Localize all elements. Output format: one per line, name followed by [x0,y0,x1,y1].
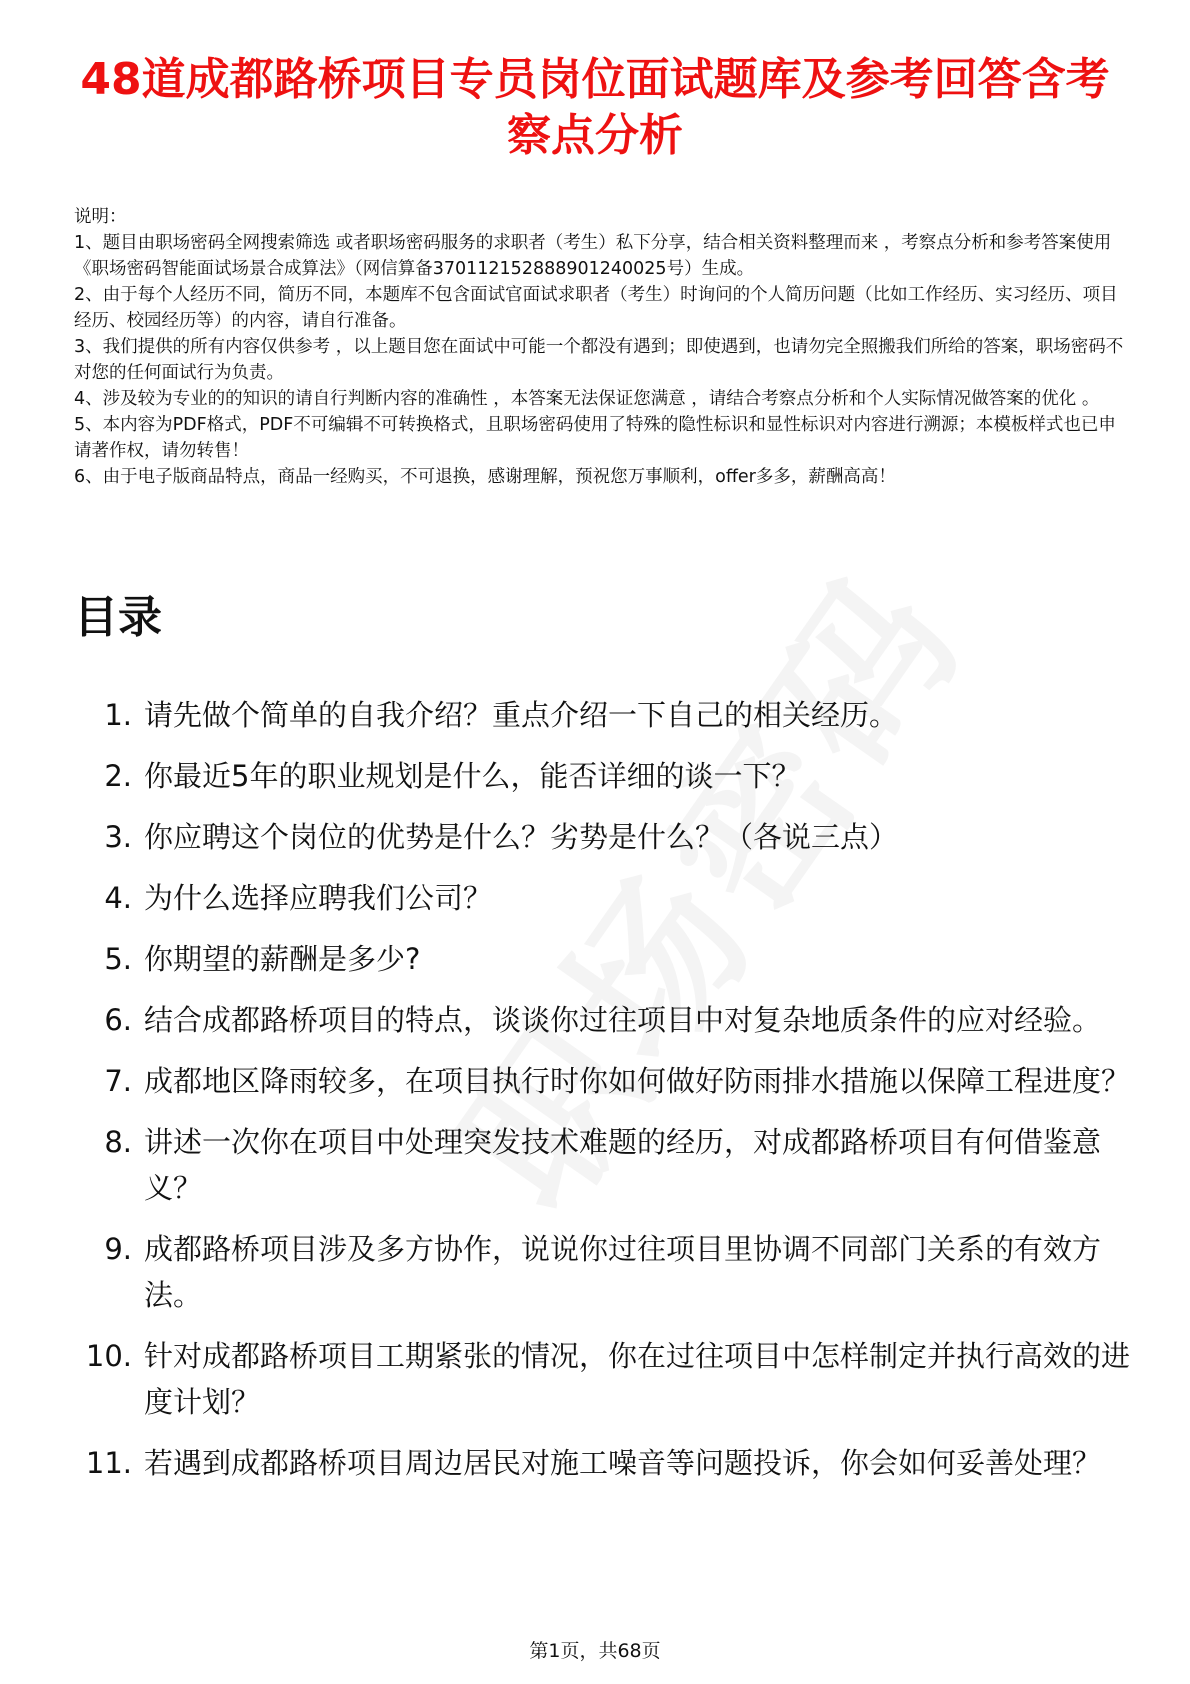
toc-item-text: 你期望的薪酬是多少? [144,942,421,976]
toc-item[interactable] [70,875,1130,921]
toc-item-number: 4. [104,881,132,915]
toc-item[interactable] [70,692,1130,738]
toc-item[interactable] [70,1226,1130,1318]
toc-item[interactable] [70,1119,1130,1211]
note-item: 5、本内容为PDF格式，PDF不可编辑不可转换格式，且职场密码使用了特殊的隐性标识和显性标识对内容进行溯源；本模板样式也已申请著作权，请勿转售！ [74,415,1116,461]
toc-item[interactable] [70,936,1130,982]
toc-item-number: 1. [104,698,132,732]
toc-item-number: 6. [104,1003,132,1037]
toc-item-text: 你应聘这个岗位的优势是什么？劣势是什么？（各说三点） [144,820,899,854]
toc-item-text: 为什么选择应聘我们公司？ [144,881,493,915]
toc-item-number: 11. [85,1446,132,1480]
page-title: 48道成都路桥项目专员岗位面试题库及参考回答含考察点分析 [80,54,1110,161]
toc-item-text: 讲述一次你在项目中处理突发技术难题的经历，对成都路桥项目有何借鉴意义？ [144,1125,1102,1205]
toc-item-number: 9. [104,1232,132,1266]
toc-item-number: 2. [104,759,132,793]
toc-item-text: 你最近5年的职业规划是什么，能否详细的谈一下？ [144,759,801,793]
toc-item-number: 3. [104,820,132,854]
notes-section [74,204,1126,490]
toc-heading: 目录 [74,592,162,643]
toc-item[interactable] [70,1058,1130,1104]
toc-list [70,692,1130,1501]
toc-item-text: 成都路桥项目涉及多方协作，说说你过往项目里协调不同部门关系的有效方法。 [144,1232,1102,1312]
page-footer: 第1页，共68页 [529,1640,661,1662]
note-item: 2、由于每个人经历不同，简历不同，本题库不包含面试官面试求职者（考生）时询问的个人简历问题（比如工作经历、实习经历、项目经历、校园经历等）的内容，请自行准备。 [74,285,1118,331]
toc-item-number: 10. [85,1339,132,1373]
toc-item[interactable] [70,1333,1130,1425]
notes-heading: 说明： [74,207,127,227]
toc-item[interactable] [70,1440,1130,1486]
toc-item-number: 7. [104,1064,132,1098]
note-item: 1、题目由职场密码全网搜索筛选 或者职场密码服务的求职者（考生）私下分享，结合相关资料整理而来 ，考察点分析和参考答案使用《职场密码智能面试场景合成算法》（网信算备370112152888901240025号）生成。 [74,233,1112,279]
toc-item[interactable] [70,753,1130,799]
toc-item[interactable] [70,814,1130,860]
toc-item[interactable] [70,997,1130,1043]
toc-item-text: 针对成都路桥项目工期紧张的情况，你在过往项目中怎样制定并执行高效的进度计划？ [144,1339,1131,1419]
toc-item-text: 请先做个简单的自我介绍？重点介绍一下自己的相关经历。 [144,698,899,732]
toc-item-text: 结合成都路桥项目的特点，谈谈你过往项目中对复杂地质条件的应对经验。 [144,1003,1102,1037]
note-item: 6、由于电子版商品特点，商品一经购买，不可退换，感谢理解，预祝您万事顺利，offer多多，薪酬高高！ [74,467,896,487]
toc-item-number: 8. [104,1125,132,1159]
toc-item-number: 5. [104,942,132,976]
toc-item-text: 成都地区降雨较多，在项目执行时你如何做好防雨排水措施以保障工程进度？ [144,1064,1131,1098]
note-item: 4、涉及较为专业的的知识的请自行判断内容的准确性 ，本答案无法保证您满意 ，请结合考察点分析和个人实际情况做答案的优化 。 [74,389,1100,409]
toc-item-text: 若遇到成都路桥项目周边居民对施工噪音等问题投诉，你会如何妥善处理？ [144,1446,1102,1480]
note-item: 3、我们提供的所有内容仅供参考 ，以上题目您在面试中可能一个都没有遇到；即使遇到，也请勿完全照搬我们所给的答案，职场密码不对您的任何面试行为负责。 [74,337,1124,383]
